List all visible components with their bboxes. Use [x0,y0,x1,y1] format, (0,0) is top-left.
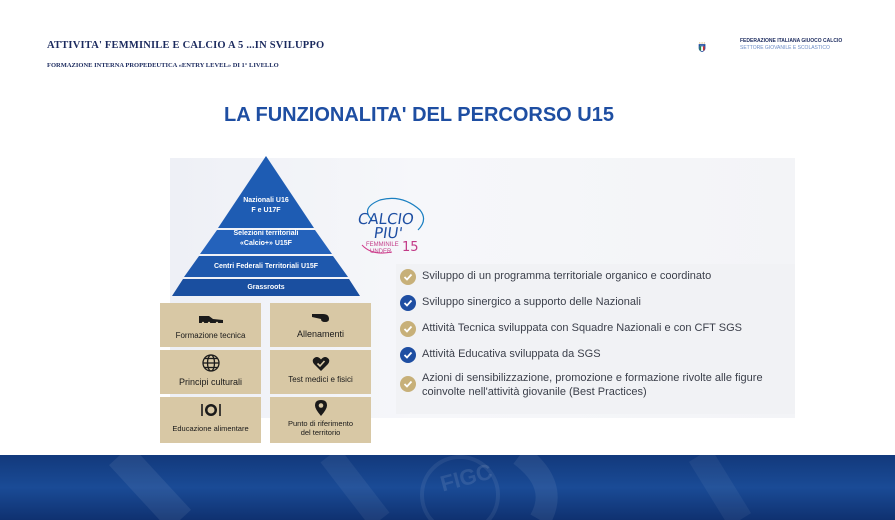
bullet-item [400,321,790,339]
slide-title: LA FUNZIONALITA' DEL PERCORSO U15 [224,104,614,126]
bullet-item [400,295,790,313]
grid-label: Formazione tecnica [175,331,246,340]
calcio-piu-num: 15 [402,240,419,255]
pyramid [160,156,372,300]
bullet-text: Attività Tecnica sviluppata con Squadre Nazionali e con CFT SGS [422,322,742,334]
pyramid-label-3: Centri Federali Territoriali U15F [213,263,319,270]
globe-icon [160,353,261,378]
calcio-piu-line2: PIU' [372,224,404,242]
pyramid-label-4: Grassroots [247,284,285,291]
shield-text: ITALIA [700,45,704,47]
bullet-item [400,372,790,406]
bullet-text: Sviluppo di un programma territoriale organico e coordinato [422,270,712,282]
pyramid-label-2: Selezioni territoriali «Calcio+» U15F [233,230,299,247]
check-icon [400,347,416,363]
grid-label: Educazione alimentare [172,424,249,433]
grid-cell-allenamenti [270,303,371,347]
footer-watermark: FIGC [437,458,495,497]
boot-icon [160,311,261,329]
org-name [740,38,842,51]
header-title: ATTIVITA' FEMMINILE E CALCIO A 5 ...IN SVILUPPO [47,40,325,51]
bullet-text: Azioni di sensibilizzazione, promozione e formazione rivolte alle figure coinvolte nell'attività giovanile (Best Practices) [422,372,763,398]
bullet-item [400,269,790,287]
bullet-text: Attività Educativa sviluppata da SGS [422,348,601,360]
calcio-piu-logo [352,190,432,260]
grid-label: Allenamenti [296,329,345,339]
org-line2: SETTORE GIOVANILE E SCOLASTICO [740,44,830,51]
calcio-piu-line4: UNDER [370,249,392,255]
footer-band [0,455,895,520]
grid-label: Principi culturali [178,377,243,387]
bullet-item [400,347,790,365]
heart-check-icon [270,356,371,377]
figc-logo [698,22,734,72]
calcio-piu-line3: FEMMINILE [366,242,399,248]
grid-cell-educazione-alimentare [160,397,261,443]
grid-label: Punto di riferimento del territorio [287,419,354,437]
grid-label: Test medici e fisici [288,375,353,384]
grid-cell-formazione-tecnica [160,303,261,347]
check-icon [400,376,416,392]
calcio-piu-line1: CALCIO [356,210,416,228]
plate-icon [160,402,261,423]
check-icon [400,321,416,337]
org-line1: FEDERAZIONE ITALIANA GIUOCO CALCIO [740,38,843,44]
pyramid-level-top [218,156,314,228]
grid-cell-test-medici [270,350,371,394]
check-icon [400,269,416,285]
check-icon [400,295,416,311]
pyramid-label-1: Nazionali U16 F e U17F [243,197,289,214]
bullet-text: Sviluppo sinergico a supporto delle Nazionali [422,296,641,308]
grid-cell-principi-culturali [160,350,261,394]
grid-cell-punto-riferimento [270,397,371,443]
whistle-icon [270,310,371,328]
header-subtitle: FORMAZIONE INTERNA PROPEDEUTICA «ENTRY LEVEL» DI 1° LIVELLO [47,62,279,69]
